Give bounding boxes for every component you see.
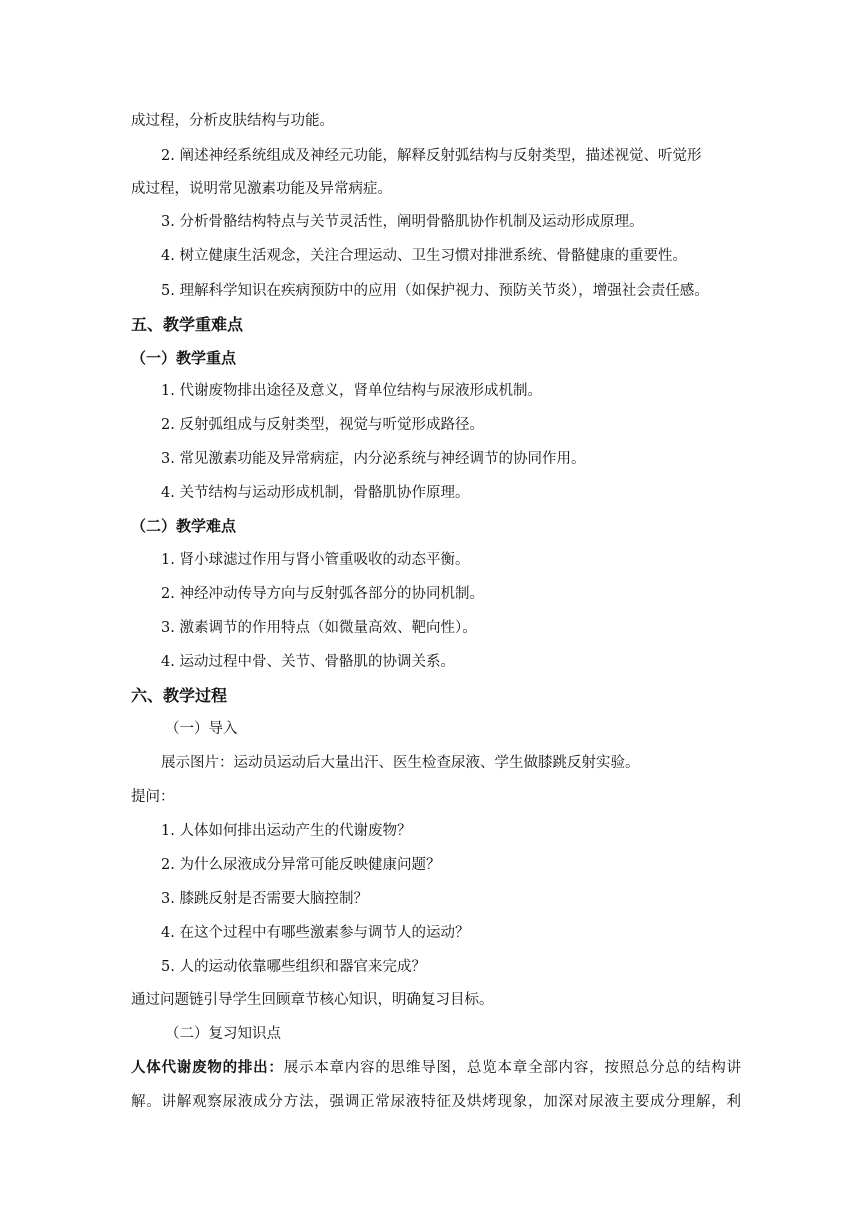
difficult-points-heading: （二）教学难点 <box>131 517 237 535</box>
review-topic-label: 人体代谢废物的排出： <box>131 1060 284 1076</box>
key-point-item: 3. 常见激素功能及异常病症，内分泌系统与神经调节的协同作用。 <box>161 451 586 467</box>
review-paragraph-text: 展示本章内容的思维导图，总览本章全部内容，按照总分总的结构讲 <box>283 1060 742 1076</box>
section-5-heading: 五、教学重难点 <box>131 315 244 334</box>
goal-item-5: 5. 理解科学知识在疾病预防中的应用（如保护视力、预防关节炎），增强社会责任感。 <box>161 283 709 299</box>
intro-summary: 通过问题链引导学生回顾章节核心知识，明确复习目标。 <box>131 992 494 1008</box>
goal-item-3: 3. 分析骨骼结构特点与关节灵活性，阐明骨骼肌协作机制及运动形成原理。 <box>161 214 644 230</box>
review-paragraph-line-2: 解。讲解观察尿液成分方法，强调正常尿液特征及烘烤现象，加深对尿液主要成分理解，利 <box>131 1094 741 1110</box>
key-point-item: 2. 反射弧组成与反射类型，视觉与听觉形成路径。 <box>161 417 484 433</box>
intro-heading: （一）导入 <box>165 721 238 737</box>
difficult-point-item: 1. 肾小球滤过作用与肾小管重吸收的动态平衡。 <box>161 552 470 568</box>
intro-question: 2. 为什么尿液成分异常可能反映健康问题？ <box>161 857 441 873</box>
key-point-item: 1. 代谢废物排出途径及意义，肾单位结构与尿液形成机制。 <box>161 383 542 399</box>
goal-line-1-tail: 成过程，分析皮肤结构与功能。 <box>131 113 334 129</box>
goal-item-2-line-b: 成过程，说明常见激素功能及异常病症。 <box>131 181 392 197</box>
intro-question: 4. 在这个过程中有哪些激素参与调节人的运动？ <box>161 925 470 941</box>
review-paragraph-line-1 <box>131 1058 741 1078</box>
section-6-heading: 六、教学过程 <box>131 686 228 705</box>
intro-question: 3. 膝跳反射是否需要大脑控制？ <box>161 891 368 907</box>
intro-ask-label: 提问： <box>131 789 175 805</box>
difficult-point-item: 4. 运动过程中骨、关节、骨骼肌的协调关系。 <box>161 654 455 670</box>
key-point-item: 4. 关节结构与运动形成机制，骨骼肌协作原理。 <box>161 485 470 501</box>
intro-show-images: 展示图片：运动员运动后大量出汗、医生检查尿液、学生做膝跳反射实验。 <box>161 755 640 771</box>
difficult-point-item: 2. 神经冲动传导方向与反射弧各部分的协同机制。 <box>161 586 484 602</box>
intro-question: 1. 人体如何排出运动产生的代谢废物？ <box>161 823 412 839</box>
key-points-heading: （一）教学重点 <box>131 349 237 367</box>
goal-item-2-line-a: 2. 阐述神经系统组成及神经元功能，解释反射弧结构与反射类型，描述视觉、听觉形 <box>161 148 702 164</box>
difficult-point-item: 3. 激素调节的作用特点（如微量高效、靶向性）。 <box>161 620 477 636</box>
review-heading: （二）复习知识点 <box>165 1026 281 1042</box>
goal-item-4: 4. 树立健康生活观念，关注合理运动、卫生习惯对排泄系统、骨骼健康的重要性。 <box>161 248 687 264</box>
intro-question: 5. 人的运动依靠哪些组织和器官来完成？ <box>161 959 426 975</box>
